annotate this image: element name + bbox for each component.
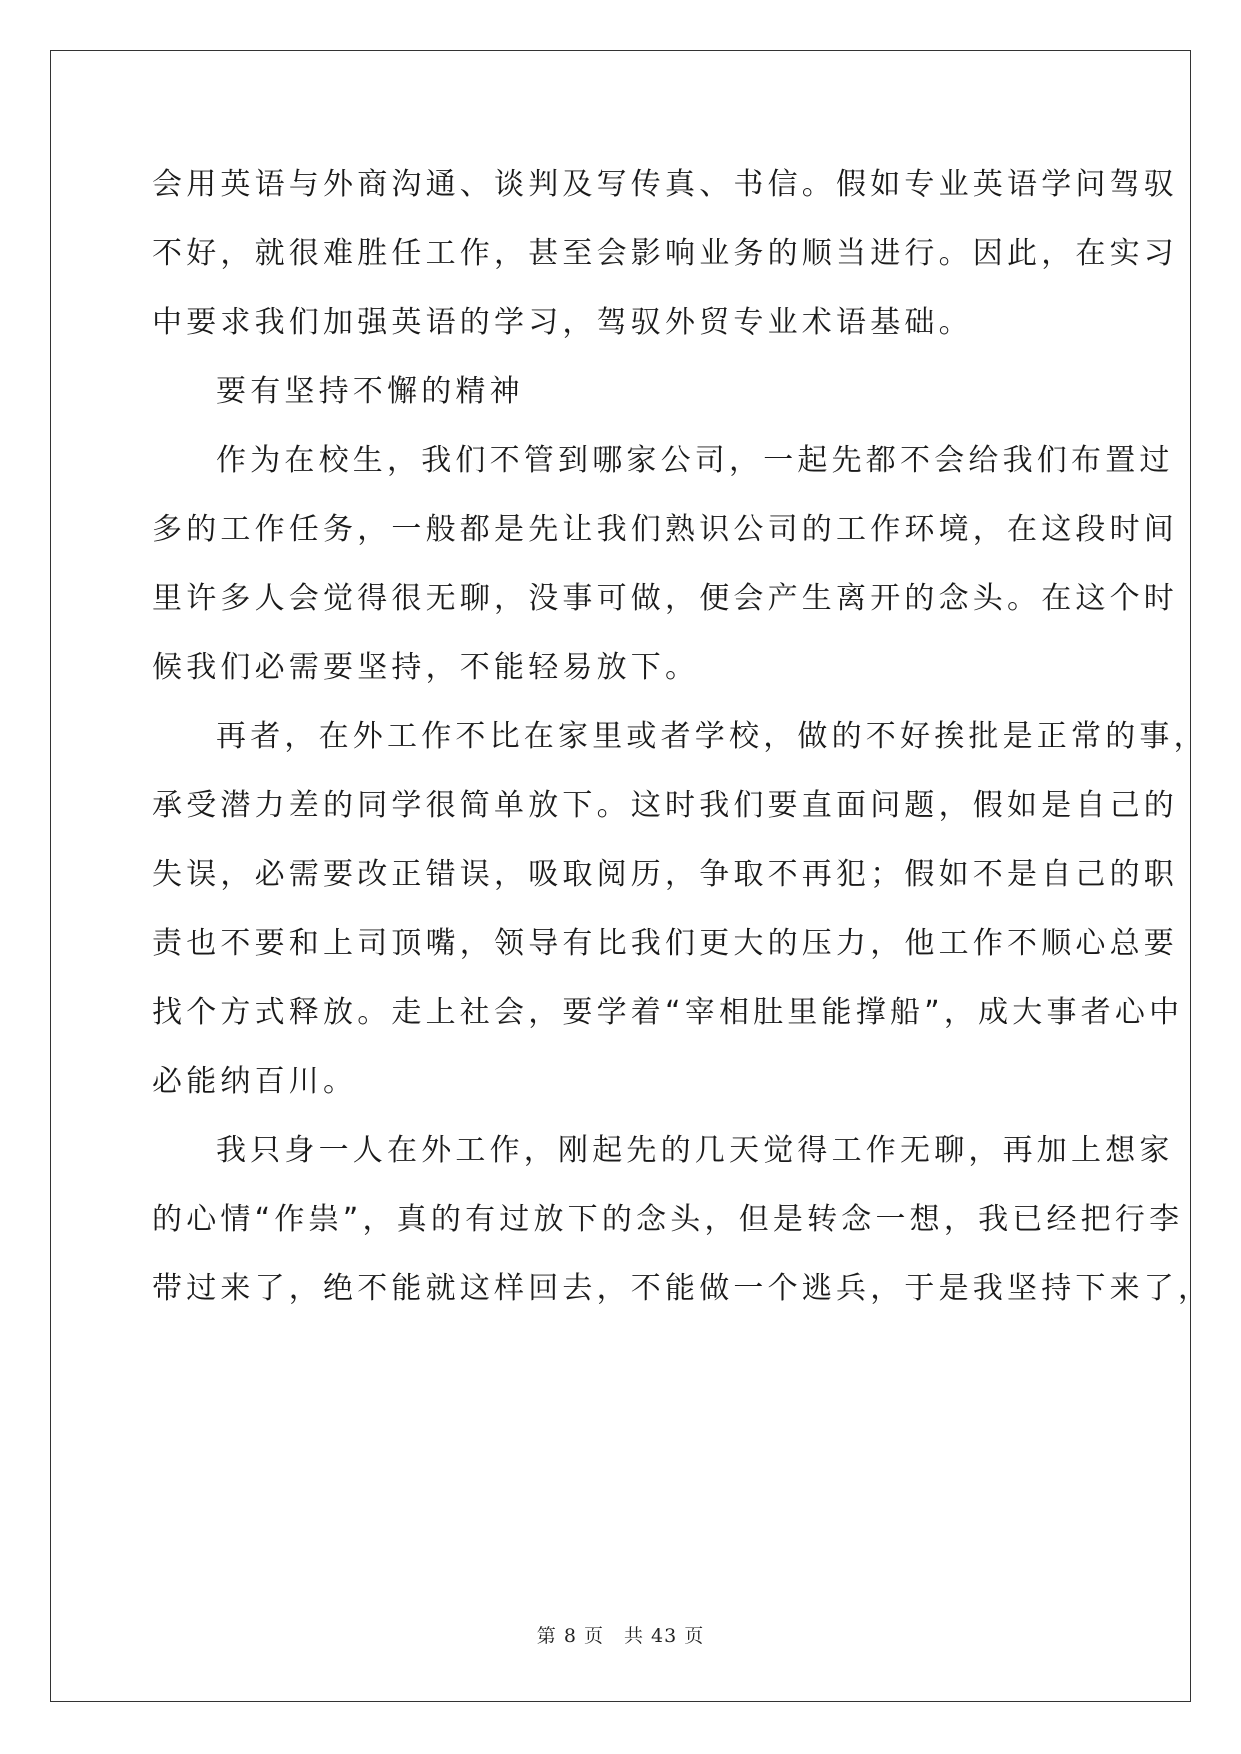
section-heading: 要有坚持不懈的精神: [216, 374, 524, 409]
text-line: 不好，就很难胜任工作，甚至会影响业务的顺当进行。因此，在实习: [152, 236, 1178, 271]
text-line: 多的工作任务，一般都是先让我们熟识公司的工作环境，在这段时间: [152, 512, 1178, 547]
document-body: [152, 150, 1213, 1323]
page-total: 共 43 页: [623, 1625, 705, 1647]
text-line: 里许多人会觉得很无聊，没事可做，便会产生离开的念头。在这个时: [152, 581, 1178, 616]
text-line: 找个方式释放。走上社会，要学着“宰相肚里能撑船”，成大事者心中: [152, 995, 1184, 1030]
text-line: 作为在校生，我们不管到哪家公司，一起先都不会给我们布置过: [216, 443, 1174, 478]
text-line: 我只身一人在外工作，刚起先的几天觉得工作无聊，再加上想家: [216, 1133, 1174, 1168]
text-line: 失误，必需要改正错误，吸取阅历，争取不再犯；假如不是自己的职: [152, 857, 1178, 892]
text-line: 带过来了，绝不能就这样回去，不能做一个逃兵，于是我坚持下来了，: [152, 1271, 1213, 1306]
page-number: 第 8 页: [536, 1625, 604, 1647]
text-line: 中要求我们加强英语的学习，驾驭外贸专业术语基础。: [152, 305, 973, 340]
text-line: 的心情“作祟”，真的有过放下的念头，但是转念一想，我已经把行李: [152, 1202, 1184, 1237]
text-line: 承受潜力差的同学很简单放下。这时我们要直面问题，假如是自己的: [152, 788, 1178, 823]
text-line: 再者，在外工作不比在家里或者学校，做的不好挨批是正常的事，: [216, 719, 1208, 754]
text-line: 必能纳百川。: [152, 1064, 358, 1099]
text-line: 责也不要和上司顶嘴，领导有比我们更大的压力，他工作不顺心总要: [152, 926, 1178, 961]
page-footer: [0, 1621, 1241, 1648]
text-line: 会用英语与外商沟通、谈判及写传真、书信。假如专业英语学问驾驭: [152, 167, 1178, 202]
text-line: 候我们必需要坚持，不能轻易放下。: [152, 650, 700, 685]
